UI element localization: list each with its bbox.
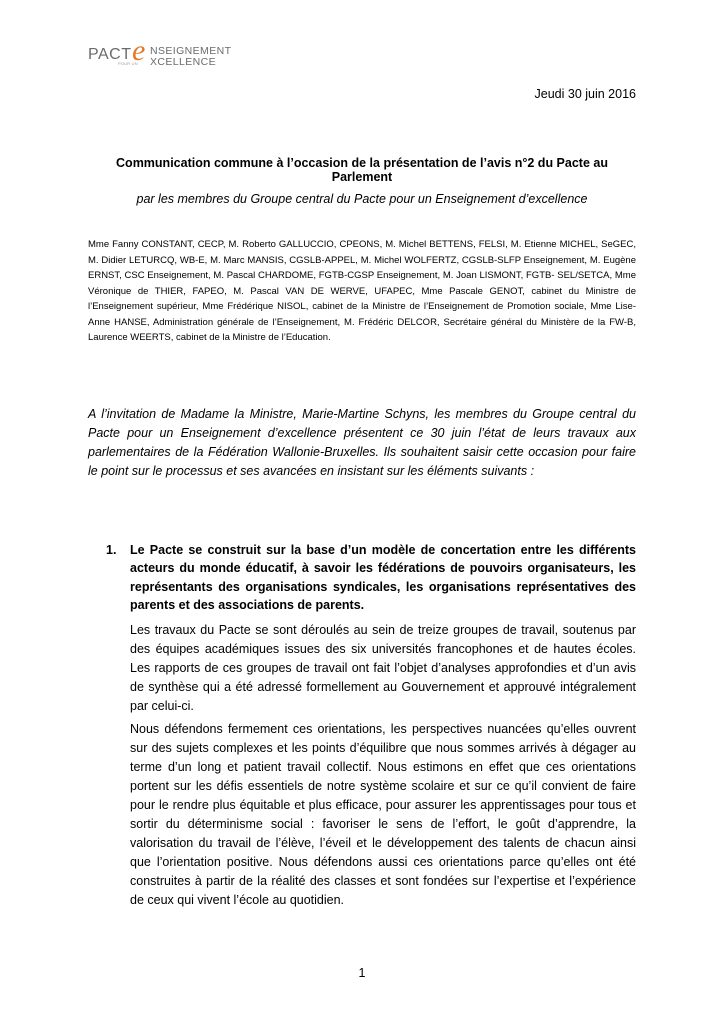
item-number: 1.	[106, 543, 117, 557]
pacte-logo	[88, 34, 258, 76]
logo-e-letter: e	[132, 34, 146, 67]
page-number: 1	[358, 966, 366, 980]
members-list: Mme Fanny CONSTANT, CECP, M. Roberto GALLUCCIO, CPEONS, M. Michel BETTENS, FELSI, M. Etienne MICHEL, SeGEC, M. Didier LETURCQ, WB-E, M. Marc MANSIS, CGSLB-APPEL, M. Michel WOLFERTZ, CGSLB-SLFP Enseignement, M. Eugène ERNST, CSC Enseignement, M. Pascal CHARDOME, FGTB-CGSP Enseignement, M. Joan LISMONT, FGTB- SEL/SETCA, Mme Véronique de THIER, FAPEO, M. Pascal VAN DE WERVE, UFAPEC, Mme Pascale GENOT, cabinet du Ministre de l’Enseignement supérieur, Mme Frédérique NISOL, cabinet de la Ministre de l’Enseignement de Promotion sociale, Mme Lise-Anne HANSE, Administration générale de l’Enseignement, M. Frédéric DELCOR, Secrétaire général du Ministère de la FW-B, Laurence WEERTS, cabinet de la Ministre de l’Education.	[88, 239, 636, 343]
item-heading: Le Pacte se construit sur la base d’un modèle de concertation entre les différents acteurs du monde éducatif, à savoir les fédérations de pouvoirs organisateurs, les représentants des organisations syndicales, les organisations représentatives des parents et des associations de parents.	[130, 543, 636, 612]
logo-pact-text: PACT	[88, 46, 132, 63]
document-subtitle: par les membres du Groupe central du Pacte pour un Enseignement d’excellence	[136, 192, 588, 206]
logo-tagline: POUR UN	[118, 61, 138, 66]
intro-paragraph: A l’invitation de Madame la Ministre, Marie-Martine Schyns, les membres du Groupe central du Pacte pour un Enseignement d’excellence présentent ce 30 juin l’état de leurs travaux aux parlementaires de la Fédération Wallonie-Bruxelles. Ils souhaitent saisir cette occasion pour faire le point sur le processus et ses avancées en insistant sur les éléments suivants :	[88, 407, 636, 478]
logo-line-enseignement: NSEIGNEMENT	[150, 45, 232, 57]
document-title: Communication commune à l’occasion de la présentation de l’avis n°2 du Pacte au Parlement	[116, 156, 608, 184]
logo-line-excellence: XCELLENCE	[150, 56, 217, 68]
document-date: Jeudi 30 juin 2016	[534, 87, 636, 101]
item-paragraph-2: Nous défendons fermement ces orientations, les perspectives nuancées qu’elles ouvrent sur des sujets complexes et les points d’équilibre que nous sommes arrivés à dégager au terme d’un long et patient travail collectif. Nous estimons en effet que ces orientations portent sur les défis essentiels de notre système scolaire et sur ce qu’il convient de faire pour le rendre plus équitable et plus efficace, pour assurer les apprentissages pour tous et sortir du déterminisme social : favoriser le sens de l’effort, le goût d’apprendre, la valorisation du travail de l’élève, l’éveil et le développement des talents de chacun ainsi que l’orientation positive. Nous défendons aussi ces orientations parce qu’elles ont été construites à partir de la réalité des classes et sont fondées sur l’expertise et l’expérience de ceux qui vivent l’école au quotidien.	[130, 722, 636, 907]
item-paragraph-1: Les travaux du Pacte se sont déroulés au sein de treize groupes de travail, soutenus par des équipes académiques issues des six universités francophones et de hautes écoles. Les rapports de ces groupes de travail ont fait l’objet d’analyses approfondies et d’un avis de synthèse qui a été adressé formellement au Gouvernement et approuvé intégralement par celui-ci.	[130, 623, 636, 713]
